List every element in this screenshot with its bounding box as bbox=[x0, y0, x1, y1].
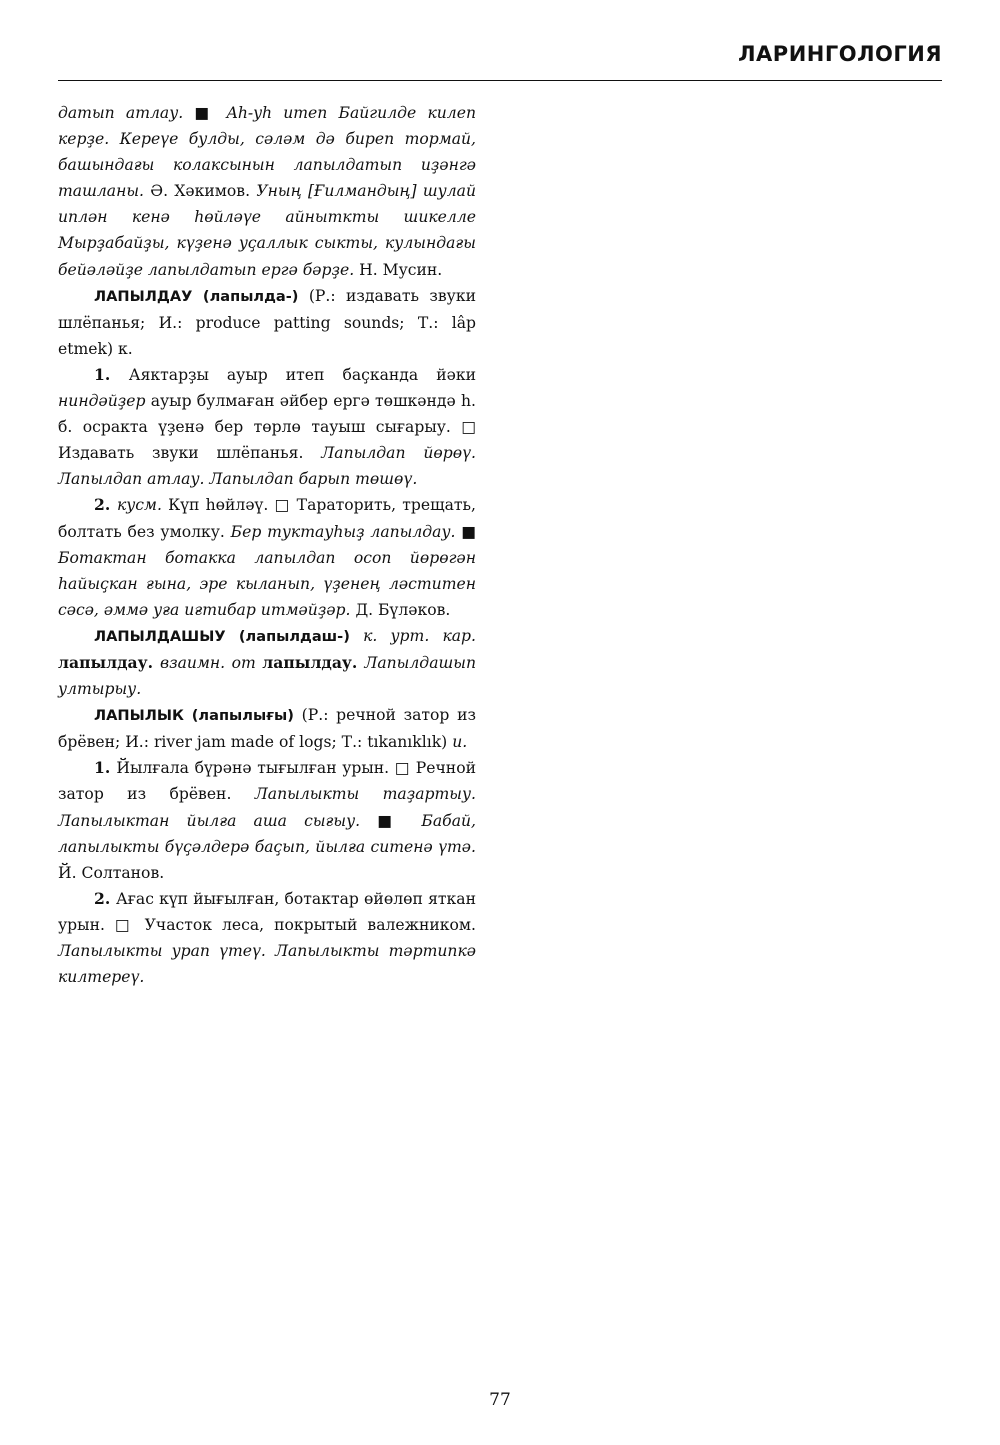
entry-text: Лапылдап йөрөү. Лапылдап атлау. Лапылдап барып төшөү. bbox=[58, 444, 476, 489]
entry-text: ауыр булмаған әйбер ергә төшкәндә h. б. осракта үҙенә бер төрлө тауыш сығарыу. □ Издавать звуки шлёпанья. bbox=[58, 392, 476, 463]
entry-text: Бер туктауhыҙ лапылдау. ■ Ботактан ботакка лапылдап осоп йөрөгән hайыҫкан ғына, эре кыланып, үҙенең ләститен сәсә, әммә уға иғтибар итмәйҙәр. bbox=[58, 522, 476, 619]
entry-text: (Р.: издавать звуки шлёпанья; И.: produce patting sounds; Т.: lâp etmek) к. bbox=[58, 286, 476, 358]
entry-text: Лапылыкты урап үтеү. Лапылыкты тәртипкә килтереү. bbox=[58, 942, 476, 987]
entry-text: Уның [Ғилмандың] шулай иплән кенә hөйләүе айныткты шикелле Мырҙабайҙы, күҙенә уҫаллык сыкты, кулындағы бейәләйҙе лапылдатып ергә бәрҙе. bbox=[58, 182, 476, 279]
entry-paragraph bbox=[58, 755, 476, 885]
entry-paragraph bbox=[58, 362, 476, 492]
entry-text: Й. Солтанов. bbox=[58, 863, 165, 882]
entry-paragraph bbox=[58, 623, 476, 702]
entry-text: Ағас күп йығылған, ботактар өйөлөп яткан урын. □ Участок леса, покрытый валежником. bbox=[58, 889, 476, 934]
entry-text: Йылғала бүрәнә тығылған урын. □ Речной затор из брёвен. bbox=[58, 759, 476, 804]
entry-text: Аяктарҙы ауыр итеп баҫканда йәки bbox=[128, 365, 476, 384]
entry-text: и. bbox=[452, 733, 468, 752]
headword: ЛАПЫЛДАШЫУ (лапылдаш-) bbox=[94, 627, 350, 645]
entry-text: Лапылдашып ултырыу. bbox=[58, 653, 477, 699]
entry-paragraph bbox=[58, 886, 476, 990]
headword: ЛАПЫЛДАУ (лапылда-) bbox=[94, 287, 299, 305]
entry-text: 1. bbox=[94, 758, 117, 778]
entry-text: Лапылыкты таҙартыу. Лапылыктан йылға аша сығыу. ■ Бабай, лапылыкты бүҫәлдерә баҫып, йылға ситенә үтә. bbox=[58, 785, 476, 856]
entry-text: Д. Бүләков. bbox=[355, 600, 451, 619]
running-head: ЛАРИНГОЛОГИЯ bbox=[738, 42, 942, 66]
header-rule bbox=[58, 80, 942, 81]
entry-paragraph bbox=[58, 283, 476, 362]
entry-text: 2. bbox=[94, 495, 117, 515]
entry-text: Ә. Хәкимов. bbox=[150, 182, 257, 201]
entry-text: лапылдау. bbox=[262, 652, 365, 672]
page-number: 77 bbox=[489, 1390, 511, 1410]
entry-text: ниндәйҙер bbox=[58, 392, 146, 411]
entry-text: 2. bbox=[94, 888, 116, 908]
entry-text: кусм. bbox=[116, 496, 169, 515]
entry-text: Күп hөйләү. □ Тараторить, трещать, болтать без умолку. bbox=[58, 496, 476, 541]
entry-text: датып атлау. ■ Ah-yh итеп Байгилде килеп керҙе. Кереүе булды, сәләм дә биреп тормай, башындағы колаксынын лапылдатып иҙәнгә ташланы. bbox=[58, 104, 476, 201]
entry-text: (Р.: речной затор из брёвен; И.: river jam made of logs; Т.: tıkanıklık) bbox=[58, 706, 476, 752]
entry-text: к. урт. кар. bbox=[349, 626, 476, 645]
entry-paragraph bbox=[58, 100, 476, 283]
entry-text: взаимн. от bbox=[160, 653, 263, 672]
entry-text: Н. Мусин. bbox=[359, 260, 443, 279]
entry-paragraph bbox=[58, 702, 476, 755]
left-column bbox=[58, 100, 476, 990]
entry-paragraph bbox=[58, 492, 476, 622]
entry-text: лапылдау. bbox=[58, 652, 161, 672]
headword: ЛАПЫЛЫК (лапылығы) bbox=[94, 707, 294, 725]
entry-text: 1. bbox=[94, 364, 129, 384]
